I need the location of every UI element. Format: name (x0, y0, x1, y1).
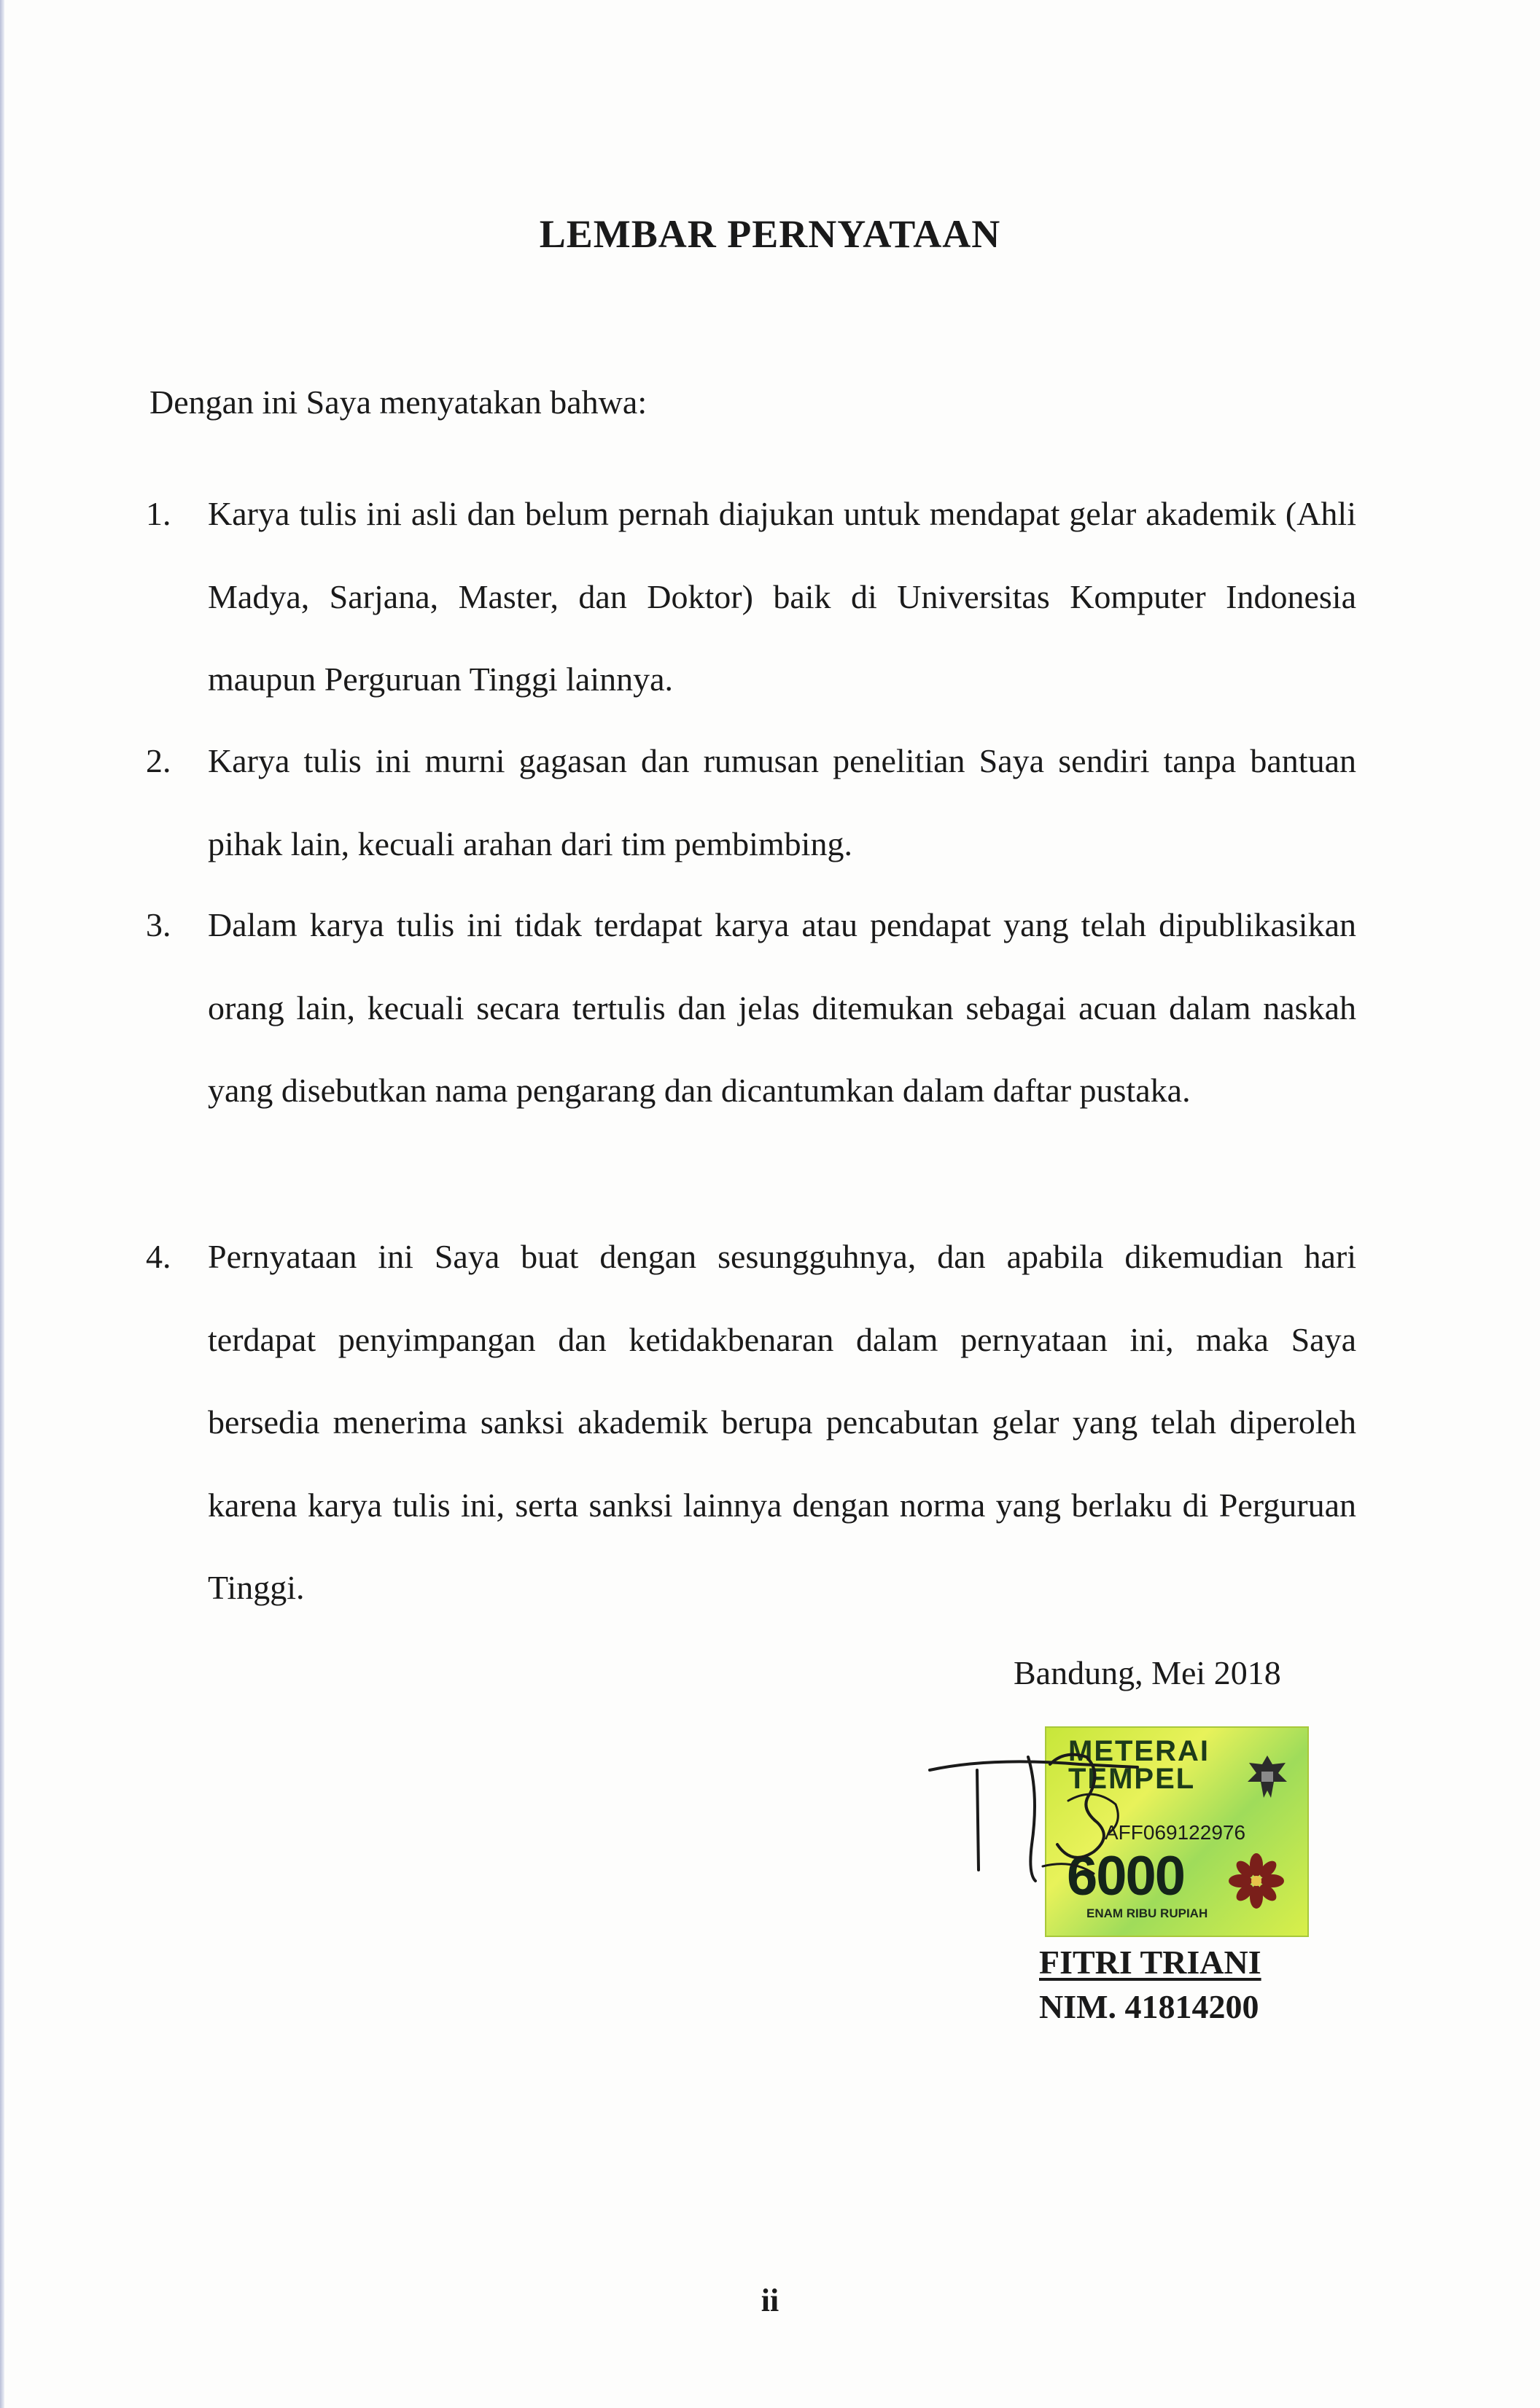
item-number: 1. (146, 495, 171, 532)
signer-nim: NIM. 41814200 (1039, 1988, 1259, 2025)
item-text: Dalam karya tulis ini tidak terdapat karya atau pendapat yang telah dipublikasikan orang lain, kecuali secara tertulis dan jelas ditemukan sebagai acuan dalam naskah yang disebutkan nama pengarang dan dicantumkan dalam daftar pustaka. (208, 906, 1356, 1109)
statement-item-1 (146, 472, 1356, 721)
statement-item-3 (146, 884, 1356, 1132)
item-number: 3. (146, 906, 171, 943)
item-text: Karya tulis ini asli dan belum pernah diajukan untuk mendapat gelar akademik (Ahli Madya, Sarjana, Master, dan Doktor) baik di Universitas Komputer Indonesia maupun Perguruan Tinggi lainnya. (208, 495, 1356, 698)
stamp-serial-number: AFF069122976 (1105, 1821, 1246, 1844)
item-text: Pernyataan ini Saya buat dengan sesungguhnya, dan apabila dikemudian hari terdapat penyimpangan dan ketidakbenaran dalam pernyataan ini, maka Saya bersedia menerima sanksi akademik berupa pencabutan gelar yang telah diperoleh karena karya tulis ini, serta sanksi lainnya dengan norma yang berlaku di Perguruan Tinggi. (208, 1238, 1356, 1606)
garuda-emblem-icon (1242, 1750, 1293, 1808)
place-and-date: Bandung, Mei 2018 (1014, 1654, 1281, 1691)
item-number: 4. (146, 1238, 171, 1275)
stamp-value: 6000 (1067, 1845, 1185, 1907)
stamp-caption: ENAM RIBU RUPIAH (1086, 1906, 1208, 1920)
handwritten-signature (926, 1735, 1203, 1895)
page-number: ii (761, 2283, 779, 2318)
item-number: 2. (146, 742, 171, 779)
signer-name: FITRI TRIANI (1039, 1944, 1261, 1981)
page-edge (0, 0, 4, 2408)
stamp-subtitle: TEMPEL (1068, 1763, 1196, 1795)
statement-item-2 (146, 720, 1356, 885)
item-text: Karya tulis ini murni gagasan dan rumusan penelitian Saya sendiri tanpa bantuan pihak lain, kecuali arahan dari tim pembimbing. (208, 742, 1356, 862)
intro-text: Dengan ini Saya menyatakan bahwa: (149, 383, 648, 421)
stamp-title: METERAI (1068, 1735, 1210, 1767)
page-title: LEMBAR PERNYATAAN (539, 212, 1001, 256)
flower-ornament-icon (1227, 1852, 1286, 1910)
statement-item-4 (146, 1215, 1356, 1629)
